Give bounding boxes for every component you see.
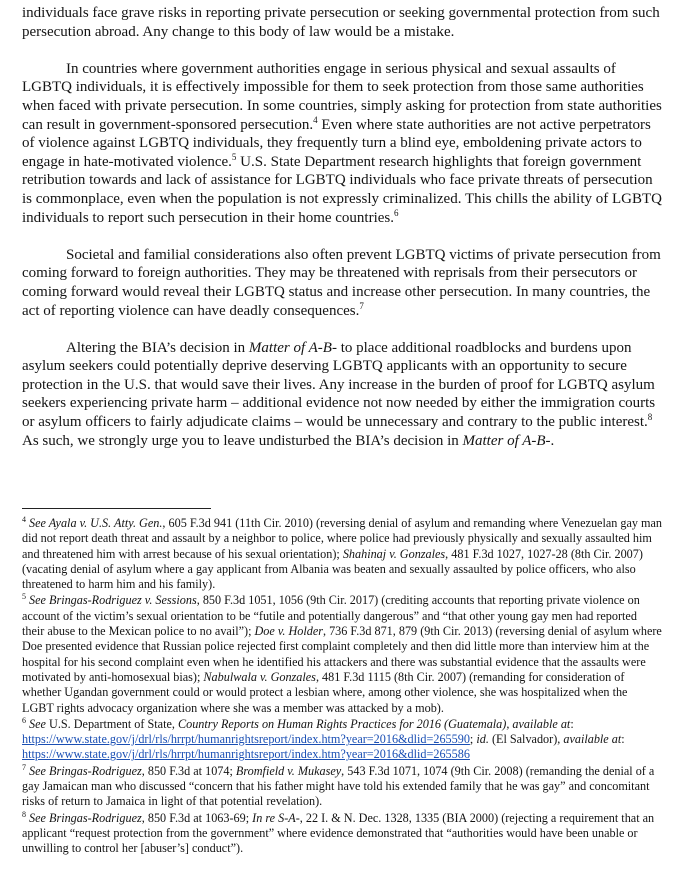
case-name: Matter of A-B- — [248, 339, 337, 356]
case-name: Matter of A-B- — [462, 432, 551, 449]
footnotes — [22, 516, 662, 858]
paragraph-3: Societal and familial considerations also often prevent LGBTQ victims of private persecution from coming forward to foreign authorities. They may be threatened with reprisals from their persecutors or coming forward would reveal their LGBTQ status and increase other persecution. In many countries, the act of reporting violence can have deadly consequences.$^7$ — [22, 246, 661, 319]
report-link-guatemala[interactable]: https://www.state.gov/j/drl/rls/hrrpt/humanrightsreport/index.htm?year=2016&dlid=265590 — [22, 732, 470, 747]
footnote-ref-8[interactable]: 8 — [647, 412, 653, 423]
footnote-ref-5[interactable]: 5 — [231, 151, 237, 162]
footnote-ref-6[interactable]: 6 — [394, 207, 399, 218]
footnote-ref-7[interactable]: 7 — [359, 300, 364, 311]
report-link-el-salvador[interactable]: https://www.state.gov/j/drl/rls/hrrpt/humanrightsreport/index.htm?year=2016&dlid=265586 — [22, 747, 470, 762]
footnote-divider — [22, 508, 211, 509]
paragraph-2: In countries where government authorities engage in serious physical and sexual assaults of LGBTQ individuals, it is effectively impossible for them to seek protection from those same authorities when faced with private persecution. In some countries, simply asking for protection from state authorities can result in government-sponsored persecution.$^4$ Even where state authorities are not active perpetrators of violence against LGBTQ individuals, they frequently turn a blind eye, emboldening private actors to engage in hate-motivated violence.$^5$ U.S. State Department research highlights that foreign government retribution towards and lack of assistance for LGBTQ individuals who face private threats of persecution is commonplace, even when the population is not expressly criminalized. This chills the ability of LGBTQ individuals to report such persecution in their home countries.$^6$ — [22, 60, 663, 226]
footnote-5: $^5$ See Bringas-Rodriguez v. Sessions, 850 F.3d 1051, 1056 (9th Cir. 2017) (crediting accounts that reporting private violence on account of the victim’s sexual orientation to be “futile and potentially dangerous” and “that other young gay men had reported their abuse to the Mexican police to no avail”); Doe v. Holder, 736 F.3d 871, 879 (9th Cir. 2013) (reversing denial of asylum where Doe presented evidence that Russian police rejected first complaint completely and then did little more than interview him at the hospital for his second complaint even when he identified his attackers and there was substantial evidence that the assaults were motivated by anti-homosexual bias); Nabulwala v. Gonzales, 481 F.3d 1115 (8th Cir. 2007) (remanding for consideration of whether Ugandan government could or would protect a lesbian where, among other violence, she was hospitalized when the LGBT rights advocacy organization where she was a member was attacked by a mob). — [22, 592, 662, 715]
footnote-8: $^8$ See Bringas-Rodriguez, 850 F.3d at 1063-69; In re S-A-, 22 I. & N. Dec. 1328, 1335 (BIA 2000) (rejecting a requirement that an applicant “request protection from the government” where evidence demonstrated that “authorities would have been unable or unwilling to control her [abuser’s] conduct”). — [22, 809, 655, 856]
footnote-4: $^4$ See Ayala v. U.S. Atty. Gen., 605 F.3d 941 (11th Cir. 2010) (reversing denial of asylum and remanding where Venezuelan gay man did not report death threat and assault by a neighbor to police, where police had previously physically and sexually assaulted him and threatened him with arrest because of his sexual orientation); Shahinaj v. Gonzales, 481 F.3d 1027, 1027-28 (8th Cir. 2007) (vacating denial of asylum where a gay applicant from Albania was beaten and sexually assaulted by police officers, who also threatened to harm him and his family). — [22, 514, 663, 592]
paragraph-1: individuals face grave risks in reporting private persecution or seeking governmental protection from such persecution abroad. Any change to this body of law would be a mistake. — [22, 5, 660, 40]
footnote-6: $^6$ See U.S. Department of State, Country Reports on Human Rights Practices for 2016 (Guatemala), available at: https://www.state.gov/j/drl/rls/hrrpt/humanrightsreport/index.htm?year=2016&dlid=265590; id. (El Salvador), available at: https://www.state.gov/j/drl/rls/hrrpt/humanrightsreport/index.htm?year=2016&dlid=265586 — [22, 715, 625, 762]
footnote-7: $^7$ See Bringas-Rodriguez, 850 F.3d at 1074; Bromfield v. Mukasey, 543 F.3d 1071, 1074 (9th Cir. 2008) (remanding the denial of a gay Jamaican man who discussed “concern that his father might have told his extended family that he was gay” and concomitant risks of return to Jamaica in light of that potential revelation). — [22, 762, 655, 809]
body-text — [22, 4, 662, 469]
paragraph-4: Altering the BIA’s decision in Matter of A-B- to place additional roadblocks and burdens upon asylum seekers could potentially deprive deserving LGBTQ applicants with an opportunity to secure protection in the U.S. that would save their lives. Any increase in the burden of proof for LGBTQ asylum seekers experiencing private harm – additional evidence not now needed by either the immigration courts or asylum officers to fairly adjudicate claims – would be unnecessary and contrary to the public interest.$^8$ As such, we strongly urge you to leave undisturbed the BIA’s decision in Matter of A-B-. — [22, 339, 656, 449]
footnote-ref-4[interactable]: 4 — [313, 114, 318, 125]
